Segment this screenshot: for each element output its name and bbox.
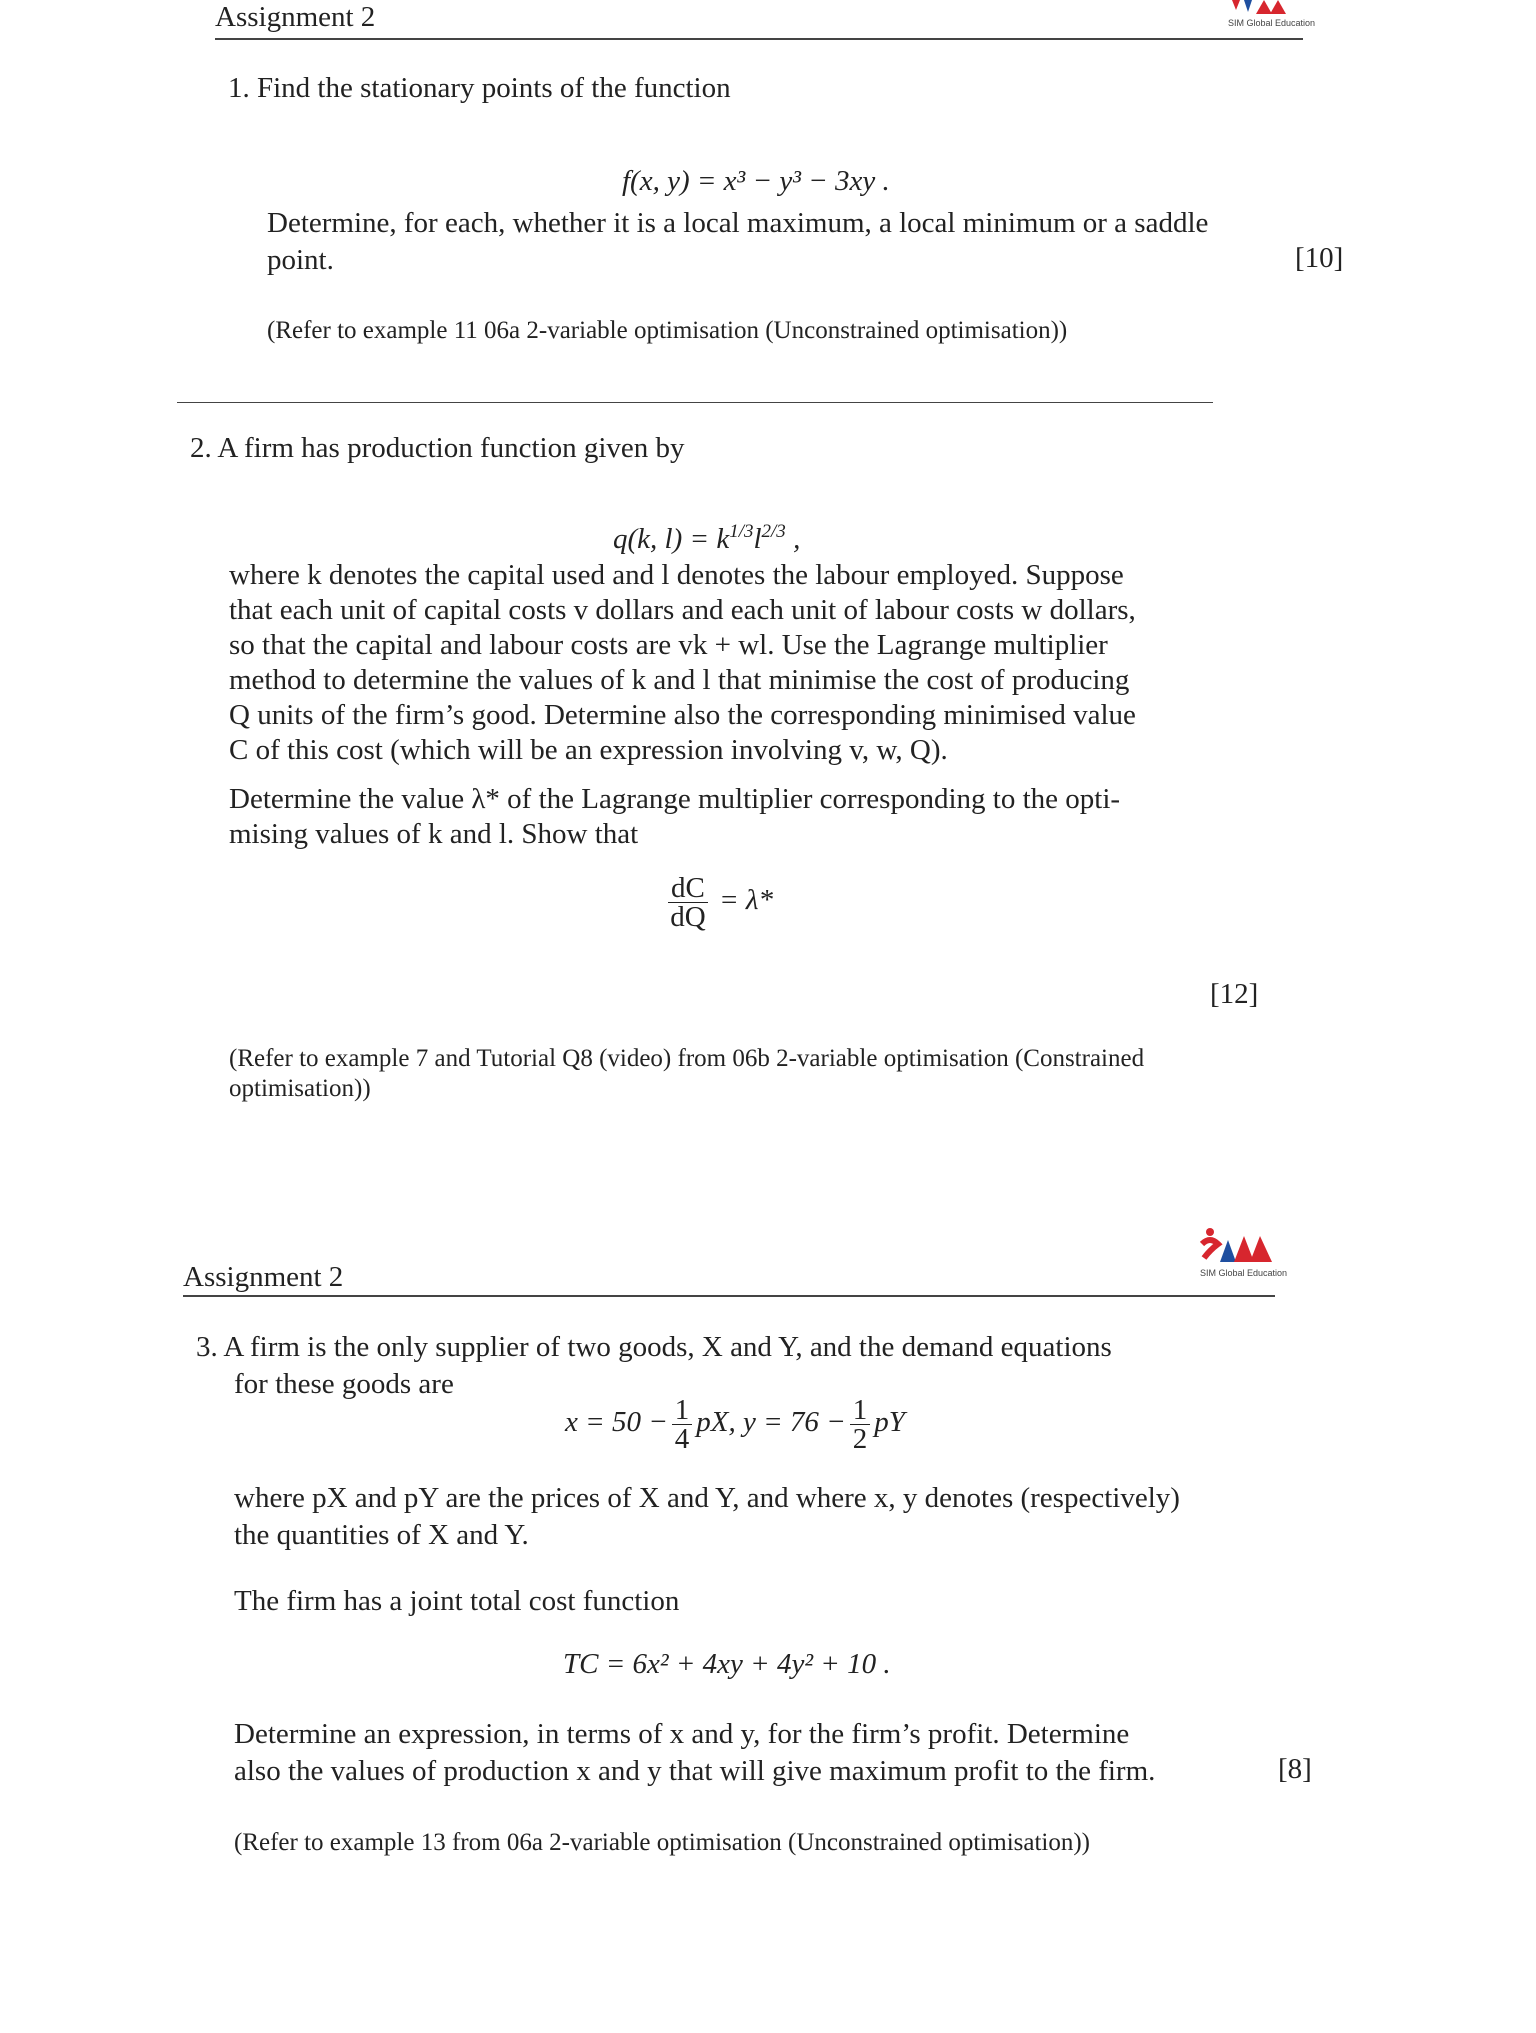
q2-reference-line1: (Refer to example 7 and Tutorial Q8 (video) from 06b 2-variable optimisation (Constrained [229, 1045, 1145, 1072]
q2-para2-line: mising values of k and l. Show that [229, 818, 639, 850]
q3-reference: (Refer to example 13 from 06a 2-variable optimisation (Unconstrained optimisation)) [234, 1829, 1091, 1856]
header-divider [183, 1295, 1275, 1297]
q2-para1-line: so that the capital and labour costs are vk + wl. Use the Lagrange multiplier [229, 629, 1108, 661]
header-divider [215, 38, 1303, 40]
demand-x-lhs: x = 50 − [565, 1406, 668, 1439]
q2-marks: [12] [1210, 978, 1259, 1010]
logo-tagline: SIM Global Education [1228, 18, 1316, 28]
sim-logo-mark-icon [1230, 0, 1290, 18]
q2-intro: 2. A firm has production function given by [190, 432, 685, 464]
demand-y-denominator: 2 [852, 1423, 868, 1455]
logo-tagline: SIM Global Education [1200, 1268, 1288, 1278]
q2-formula: q(k, $l) = k^{1/3}l^{2/3}$ , [613, 521, 801, 555]
q1-formula: f(x, y) = x³ − y³ − 3xy . [622, 165, 890, 197]
sim-logo [1200, 1228, 1288, 1278]
q3-intro-line1: 3. A firm is the only supplier of two goods, X and Y, and the demand equations [196, 1331, 1112, 1363]
q1-text-line2: point. [267, 244, 334, 276]
sim-logo [1228, 0, 1316, 28]
q2-derivative-equation [664, 874, 773, 931]
sim-logo-mark-icon [1200, 1228, 1275, 1266]
q2-para1-line: C of this cost (which will be an expression involving v, w, Q). [229, 734, 948, 766]
demand-y-rhs: pY [874, 1406, 905, 1439]
derivative-denominator: dQ [670, 901, 706, 933]
page-header: Assignment 2 [215, 1, 376, 33]
q1-marks: [10] [1295, 242, 1344, 274]
q2-paragraph-2 [229, 782, 1120, 852]
demand-x-denominator: 4 [674, 1423, 690, 1455]
q1-reference: (Refer to example 11 06a 2-variable optimisation (Unconstrained optimisation)) [267, 317, 1068, 344]
derivative-fraction [668, 874, 708, 931]
q3-para1-line2: the quantities of X and Y. [234, 1519, 529, 1551]
q1-intro: 1. Find the stationary points of the function [228, 72, 731, 104]
q1-text-line1: Determine, for each, whether it is a local maximum, a local minimum or a saddle [267, 207, 1209, 239]
q3-para3-line1: Determine an expression, in terms of x and y, for the firm’s profit. Determine [234, 1718, 1130, 1750]
q2-para1-line: Q units of the firm’s good. Determine also the corresponding minimised value [229, 699, 1136, 731]
q3-intro-line2: for these goods are [234, 1368, 454, 1400]
q3-para3-line2: also the values of production x and y that will give maximum profit to the firm. [234, 1755, 1156, 1787]
q2-para1-line: where k denotes the capital used and l denotes the labour employed. Suppose [229, 559, 1124, 591]
demand-x-numerator: 1 [672, 1396, 693, 1425]
q3-demand-equations [565, 1396, 905, 1453]
q2-para1-line: method to determine the values of k and l that minimise the cost of producing [229, 664, 1130, 696]
q3-marks: [8] [1278, 1753, 1312, 1785]
demand-y-numerator: 1 [850, 1396, 871, 1425]
q2-reference-line2: optimisation)) [229, 1075, 371, 1102]
q3-para1-line1: where pX and pY are the prices of X and Y, and where x, y denotes (respectively) [234, 1482, 1180, 1514]
derivative-rhs: = λ* [719, 884, 773, 917]
q2-paragraph-1 [229, 558, 1136, 768]
q3-cost-formula: TC = 6x² + 4xy + 4y² + 10 . [563, 1648, 891, 1680]
q2-para2-line: Determine the value λ* of the Lagrange multiplier corresponding to the opti- [229, 783, 1121, 815]
q2-para1-line: that each unit of capital costs v dollars and each unit of labour costs w dollars, [229, 594, 1136, 626]
page-header: Assignment 2 [183, 1261, 344, 1293]
q3-para2: The firm has a joint total cost function [234, 1585, 680, 1617]
section-divider [177, 402, 1213, 403]
demand-x-rhs: pX, y = 76 − [696, 1406, 846, 1439]
derivative-numerator: dC [668, 874, 708, 903]
